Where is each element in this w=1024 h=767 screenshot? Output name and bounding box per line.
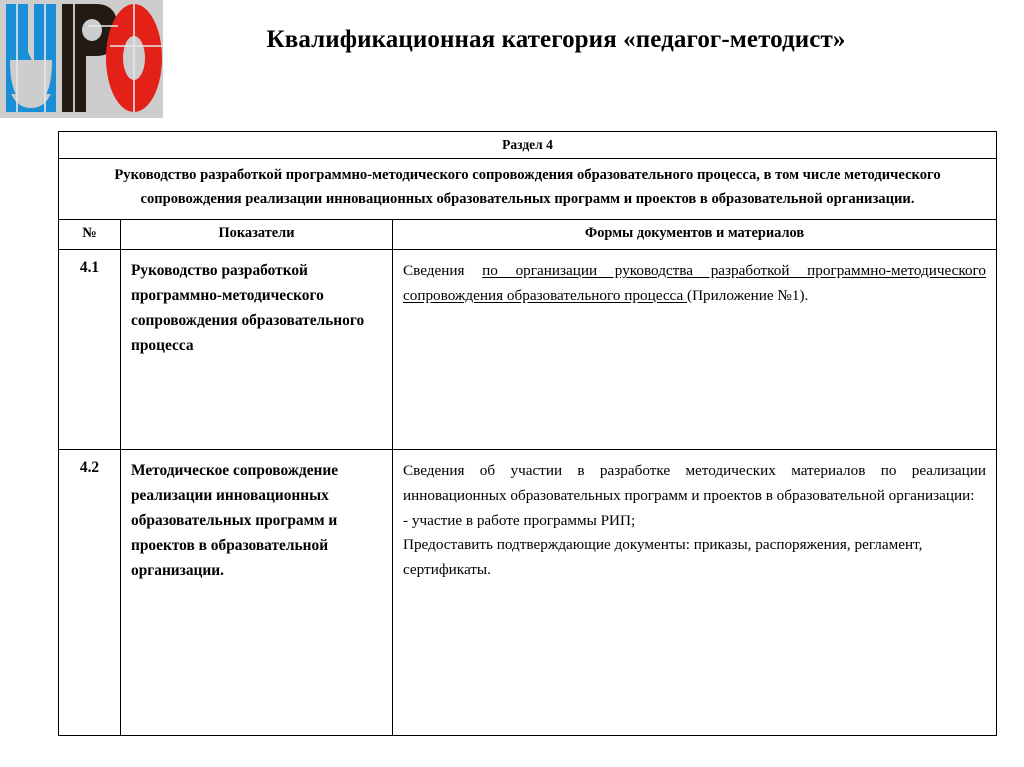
row-indicator: Руководство разработкой программно-методического сопровождения образовательного процесса xyxy=(121,250,393,450)
section-description: Руководство разработкой программно-методического сопровождения образовательного процесса, в том числе методического сопровождения реализации инновационных образовательных программ и проектов в образовательной организации. xyxy=(59,159,997,220)
column-header-indicator: Показатели xyxy=(121,220,393,250)
forms-underlined-text: по организации руководства разработкой программно-методического сопровождения образовательного процесса xyxy=(403,262,986,304)
forms-paragraph xyxy=(403,259,986,308)
table-row xyxy=(59,450,997,736)
iro-logo-icon xyxy=(0,0,163,118)
row-forms xyxy=(393,250,997,450)
column-header-number: № xyxy=(59,220,121,250)
qualification-table xyxy=(58,131,997,736)
row-number: 4.2 xyxy=(59,450,121,736)
forms-lead-text: Сведения xyxy=(403,262,483,280)
logo-container xyxy=(0,0,163,118)
forms-paragraph-3: Предоставить подтверждающие документы: приказы, распоряжения, регламент, сертификаты. xyxy=(403,536,923,578)
row-indicator: Методическое сопровождение реализации инновационных образовательных программ и проектов в образовательной организации. xyxy=(121,450,393,736)
section-label: Раздел 4 xyxy=(59,132,997,159)
forms-tail-text: (Приложение №1). xyxy=(687,286,809,304)
forms-paragraph-2: - участие в работе программы РИП; xyxy=(403,511,636,529)
page-title: Квалификационная категория «педагог-методист» xyxy=(266,26,846,53)
row-forms xyxy=(393,450,997,736)
forms-paragraph-1: Сведения об участии в разработке методических материалов по реализации инновационных образовательных программ и проектов в образовательной организации: xyxy=(403,462,986,504)
table-row-section-description xyxy=(59,159,997,220)
row-number: 4.1 xyxy=(59,250,121,450)
table-row-section-label xyxy=(59,132,997,159)
table-row xyxy=(59,250,997,450)
table-header-row xyxy=(59,220,997,250)
column-header-forms: Формы документов и материалов xyxy=(393,220,997,250)
